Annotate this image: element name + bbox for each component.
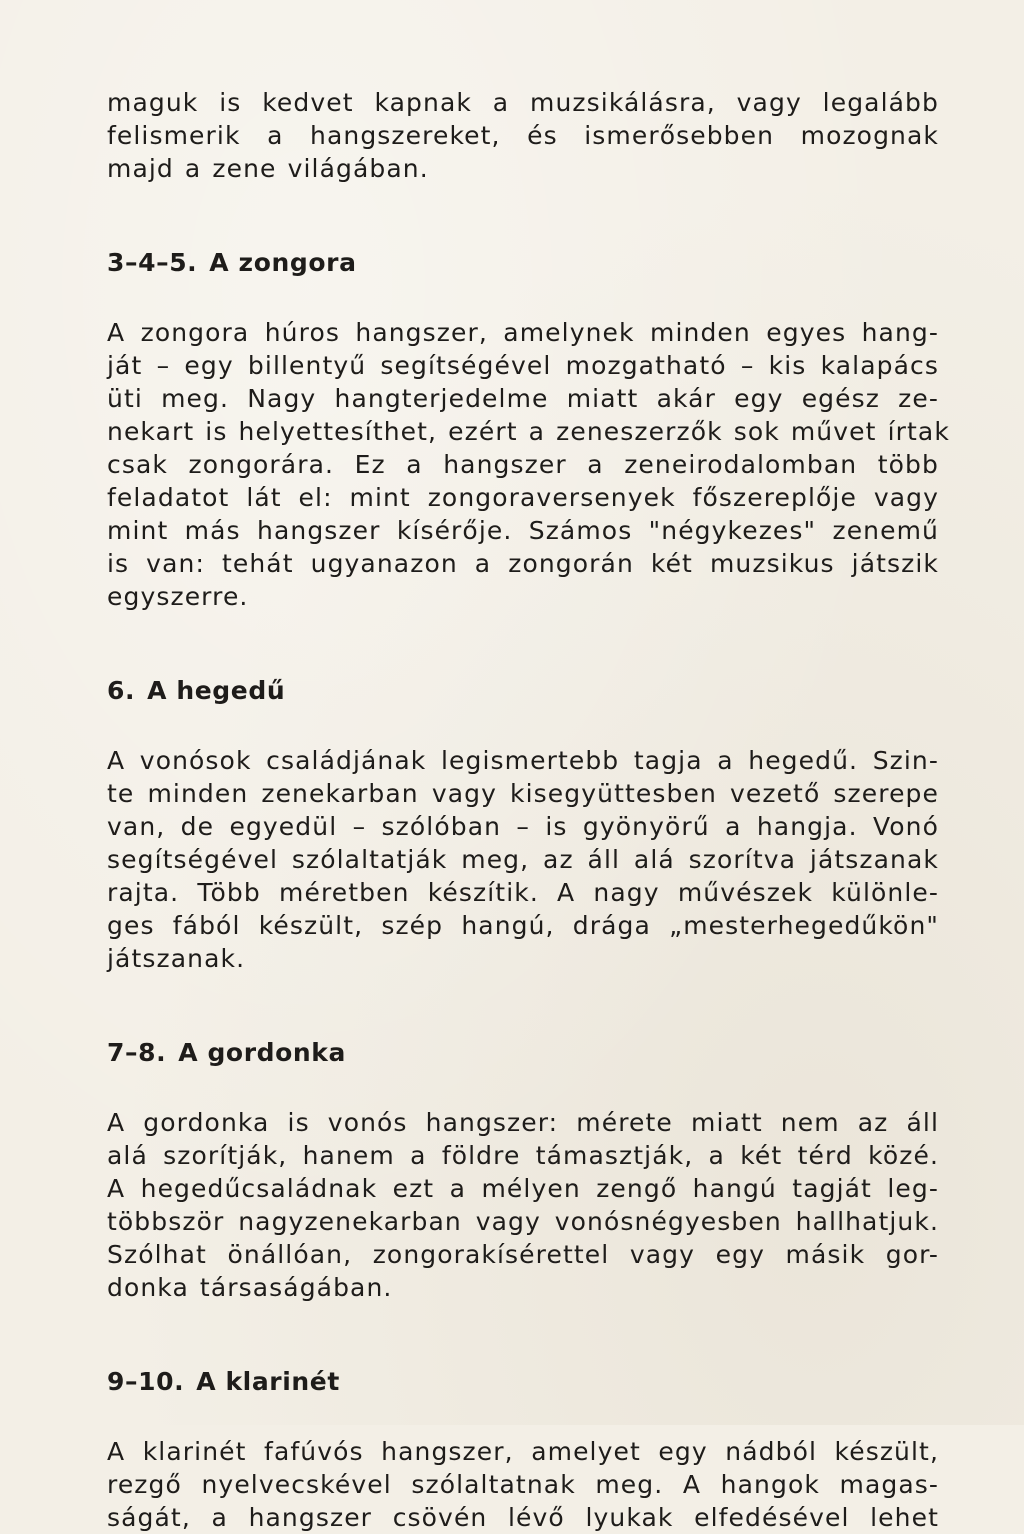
text-line: csak zongorára. Ez a hangszer a zeneirodalomban több bbox=[107, 450, 939, 479]
text-line: játszanak. bbox=[107, 944, 246, 973]
text-line: ságát, a hangszer csövén lévő lyukak elfedésével lehet bbox=[107, 1503, 939, 1532]
text-line: A hegedűcsaládnak ezt a mélyen zengő hangú tagját leg- bbox=[107, 1174, 939, 1203]
section-heading-klarinet bbox=[107, 1365, 939, 1398]
text-line: majd a zene világában. bbox=[107, 154, 429, 183]
text-line: A klarinét fafúvós hangszer, amelyet egy nádból készült, bbox=[107, 1437, 939, 1466]
text-line: rezgő nyelvecskével szólaltatnak meg. A hangok magas- bbox=[107, 1470, 939, 1499]
text-line: rajta. Több méretben készítik. A nagy művészek különle- bbox=[107, 878, 939, 907]
text-line: felismerik a hangszereket, és ismerősebben mozognak bbox=[107, 121, 939, 150]
text-line: többször nagyzenekarban vagy vonósnégyesben hallhatjuk. bbox=[107, 1207, 939, 1236]
section-title: A gordonka bbox=[178, 1038, 347, 1067]
section-title: A zongora bbox=[209, 248, 357, 277]
section-number: 6. bbox=[107, 676, 136, 705]
text-line: maguk is kedvet kapnak a muzsikálásra, vagy legalább bbox=[107, 88, 939, 117]
page-content bbox=[107, 86, 950, 1534]
text-line: te minden zenekarban vagy kisegyüttesben vezető szerepe bbox=[107, 779, 939, 808]
section-paragraph-zongora bbox=[107, 316, 950, 613]
text-line: nekart is helyettesíthet, ezért a zeneszerzők sok művet írtak bbox=[107, 417, 950, 446]
section-number: 9–10. bbox=[107, 1367, 185, 1396]
text-line: segítségével szólaltatják meg, az áll alá szorítva játszanak bbox=[107, 845, 939, 874]
section-paragraph-hegedu bbox=[107, 744, 939, 975]
section-title: A klarinét bbox=[196, 1367, 340, 1396]
text-line: egyszerre. bbox=[107, 582, 249, 611]
section-number: 7–8. bbox=[107, 1038, 167, 1067]
section-heading-zongora bbox=[107, 246, 939, 279]
text-line: alá szorítják, hanem a földre támasztják, a két térd közé. bbox=[107, 1141, 939, 1170]
text-line: A vonósok családjának legismertebb tagja a hegedű. Szin- bbox=[107, 746, 939, 775]
section-paragraph-gordonka bbox=[107, 1106, 939, 1304]
text-line: is van: tehát ugyanazon a zongorán két muzsikus játszik bbox=[107, 549, 939, 578]
intro-paragraph bbox=[107, 86, 939, 185]
text-line: Szólhat önállóan, zongorakísérettel vagy egy másik gor- bbox=[107, 1240, 939, 1269]
text-line: van, de egyedül – szólóban – is gyönyörű a hangja. Vonó bbox=[107, 812, 939, 841]
section-paragraph-klarinet bbox=[107, 1435, 939, 1534]
text-line: üti meg. Nagy hangterjedelme miatt akár egy egész ze- bbox=[107, 384, 939, 413]
text-line: A zongora húros hangszer, amelynek minden egyes hang- bbox=[107, 318, 939, 347]
text-line: ját – egy billentyű segítségével mozgatható – kis kalapács bbox=[107, 351, 939, 380]
section-number: 3–4–5. bbox=[107, 248, 198, 277]
section-heading-gordonka bbox=[107, 1036, 939, 1069]
text-line: mint más hangszer kísérője. Számos "négykezes" zenemű bbox=[107, 516, 939, 545]
text-line: donka társaságában. bbox=[107, 1273, 393, 1302]
text-line: feladatot lát el: mint zongoraversenyek főszereplője vagy bbox=[107, 483, 939, 512]
text-line: A gordonka is vonós hangszer: mérete miatt nem az áll bbox=[107, 1108, 939, 1137]
section-heading-hegedu bbox=[107, 674, 939, 707]
section-title: A hegedű bbox=[147, 676, 286, 705]
text-line: ges fából készült, szép hangú, drága „mesterhegedűkön" bbox=[107, 911, 939, 940]
